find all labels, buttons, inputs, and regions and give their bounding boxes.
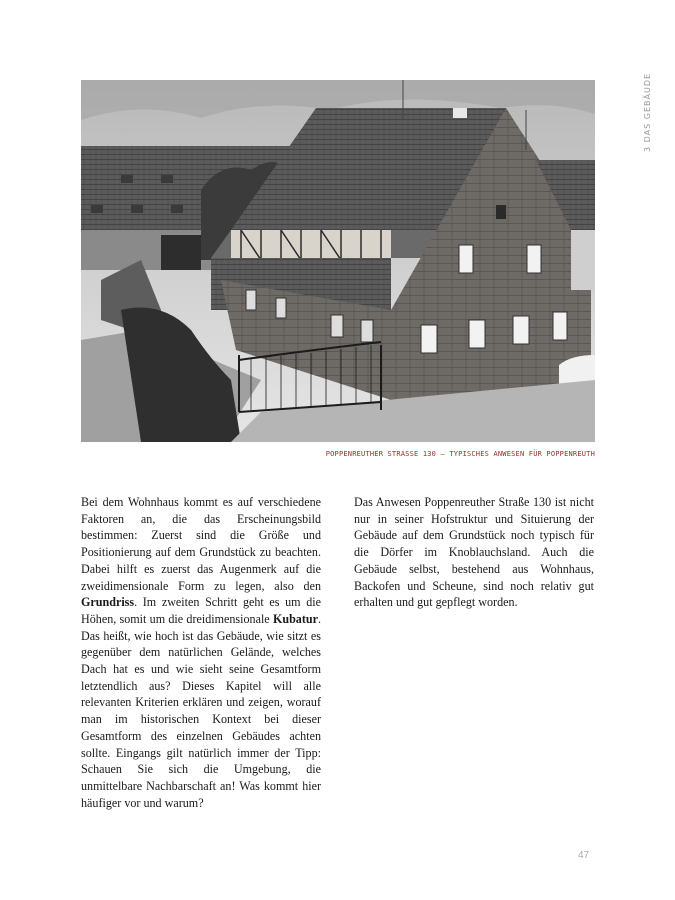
page-number: 47 xyxy=(578,850,590,861)
term-kubatur: Kubatur xyxy=(272,611,318,626)
term-grundriss: Grundriss xyxy=(81,595,135,610)
intro-paragraph: Bei dem Wohnhaus kommt es auf verschiedene Faktoren an, die das Erscheinungsbild bestimmen: Zuerst sind die Größe und Positionierung auf dem Grundstück zu beachten. Dabei hilft es zuerst das Augenmerk auf die zweidimensionale Form zu legen, also den Grundriss. Im zweiten Schritt geht es um die Höhen, somit um die dreidimensionale Kubatur. Das heißt, wie hoch ist das Gebäude, wie sitzt es gegenüber dem natürlichen Gelände, welches Dach hat es und wie sieht seine Gesamtform letztendlich aus? Dieses Kapitel will alle relevanten Kriterien erklären und zeigen, worauf man im historischen Kontext bei dieser Gesamtform des einzelnen Gebäudes achten sollte. Eingangs gilt natürlich immer der Tipp: Schauen Sie sich die Umgebung, die unmittelbare Nachbarschaft an! Was kommt hier häufiger vor und warum? xyxy=(81,495,321,810)
body-text-left-column xyxy=(81,494,321,811)
property-paragraph: Das Anwesen Poppenreuther Straße 130 ist nicht nur in seiner Hofstruktur und Situierung der Gebäude auf dem Grundstück noch typisch für die Dörfer im Knoblauchsland. Auch die Gebäude selbst, bestehend aus Wohnhaus, Backofen und Scheune, sind noch relativ gut erhalten und gut gepflegt worden. xyxy=(354,495,594,610)
chapter-side-label: 3 DAS GEBÄUDE xyxy=(643,72,652,152)
photo-caption: POPPENREUTHER STRASSE 130 – TYPISCHES ANWESEN FÜR POPPENREUTH xyxy=(325,450,595,458)
body-text-right-column xyxy=(354,494,594,611)
house-photo xyxy=(81,80,595,442)
